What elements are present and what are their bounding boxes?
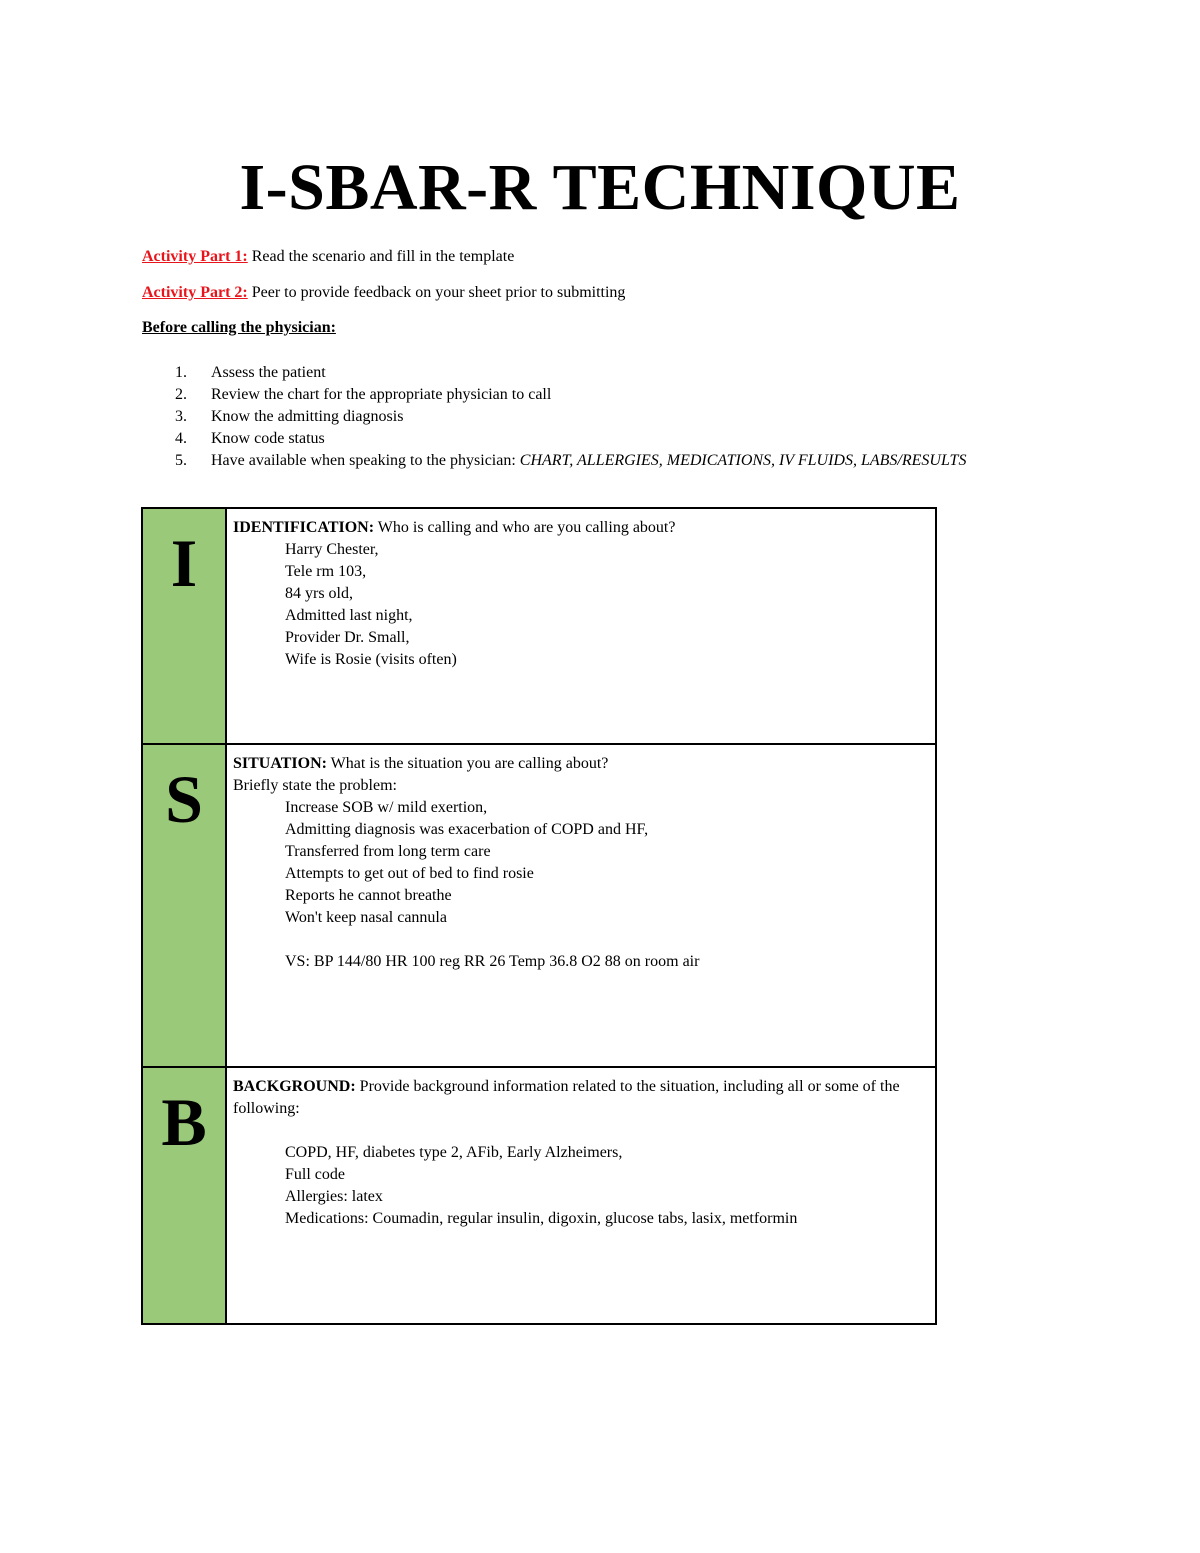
activity-part-1	[142, 247, 514, 267]
identification-row	[142, 508, 936, 744]
situation-line: Attempts to get out of bed to find rosie	[285, 865, 534, 882]
situation-vitals: VS: BP 144/80 HR 100 reg RR 26 Temp 36.8 O2 88 on room air	[285, 953, 700, 970]
list-item: 3. Know the admitting diagnosis	[175, 408, 404, 425]
required-items: CHART, ALLERGIES, MEDICATIONS, IV FLUIDS, LABS/RESULTS	[519, 452, 967, 469]
background-content	[226, 1067, 936, 1324]
activity-part-1-text: Read the scenario and fill in the template	[247, 248, 515, 265]
isbar-table	[141, 507, 937, 1325]
situation-line: Admitting diagnosis was exacerbation of COPD and HF,	[285, 821, 649, 838]
situation-letter-cell	[142, 744, 226, 1067]
before-calling-heading: Before calling the physician:	[142, 319, 336, 336]
situation-row	[142, 744, 936, 1067]
identification-line: Harry Chester,	[285, 541, 379, 558]
situation-line: Transferred from long term care	[285, 843, 491, 860]
background-line: Medications: Coumadin, regular insulin, digoxin, glucose tabs, lasix, metformin	[285, 1210, 798, 1227]
situation-subprompt: Briefly state the problem:	[233, 777, 397, 794]
background-letter-cell	[142, 1067, 226, 1324]
background-letter: B	[161, 1084, 207, 1160]
identification-content	[226, 508, 936, 744]
list-item: 5. Have available when speaking to the physician: CHART, ALLERGIES, MEDICATIONS, IV FLUIDS, LABS/RESULTS	[142, 450, 966, 472]
identification-prompt: Who is calling and who are you calling about?	[374, 519, 676, 536]
background-row	[142, 1067, 936, 1324]
situation-letter: S	[165, 761, 203, 837]
background-prompt: Provide background information related to the situation, including all or some of the following:	[233, 1078, 900, 1117]
activity-part-2-label: Activity Part 2:	[142, 284, 248, 301]
identification-letter-cell	[142, 508, 226, 744]
identification-line: Admitted last night,	[285, 607, 413, 624]
situation-line: Reports he cannot breathe	[285, 887, 452, 904]
background-line: COPD, HF, diabetes type 2, AFib, Early Alzheimers,	[285, 1144, 623, 1161]
list-item: 2. Review the chart for the appropriate physician to call	[175, 386, 552, 403]
identification-line: 84 yrs old,	[285, 585, 353, 602]
situation-line: Won't keep nasal cannula	[285, 909, 447, 926]
identification-line: Tele rm 103,	[285, 563, 367, 580]
list-item: 4. Know code status	[175, 430, 325, 447]
activity-part-1-label: Activity Part 1:	[142, 248, 248, 265]
list-item: 1. Assess the patient	[175, 364, 326, 381]
background-heading: BACKGROUND:	[233, 1078, 356, 1095]
activity-part-2	[142, 283, 625, 303]
identification-letter: I	[170, 525, 198, 601]
page-title: I-SBAR-R TECHNIQUE	[239, 151, 961, 224]
activity-part-2-text: Peer to provide feedback on your sheet prior to submitting	[247, 284, 626, 301]
identification-line: Wife is Rosie (visits often)	[285, 651, 457, 668]
background-line: Full code	[285, 1166, 345, 1183]
situation-content	[226, 744, 936, 1067]
identification-line: Provider Dr. Small,	[285, 629, 410, 646]
background-line: Allergies: latex	[285, 1188, 383, 1205]
pre-call-checklist	[142, 362, 966, 472]
situation-heading: SITUATION:	[233, 755, 327, 772]
identification-heading: IDENTIFICATION:	[233, 519, 375, 536]
situation-prompt: What is the situation you are calling about?	[326, 755, 609, 772]
situation-line: Increase SOB w/ mild exertion,	[285, 799, 488, 816]
